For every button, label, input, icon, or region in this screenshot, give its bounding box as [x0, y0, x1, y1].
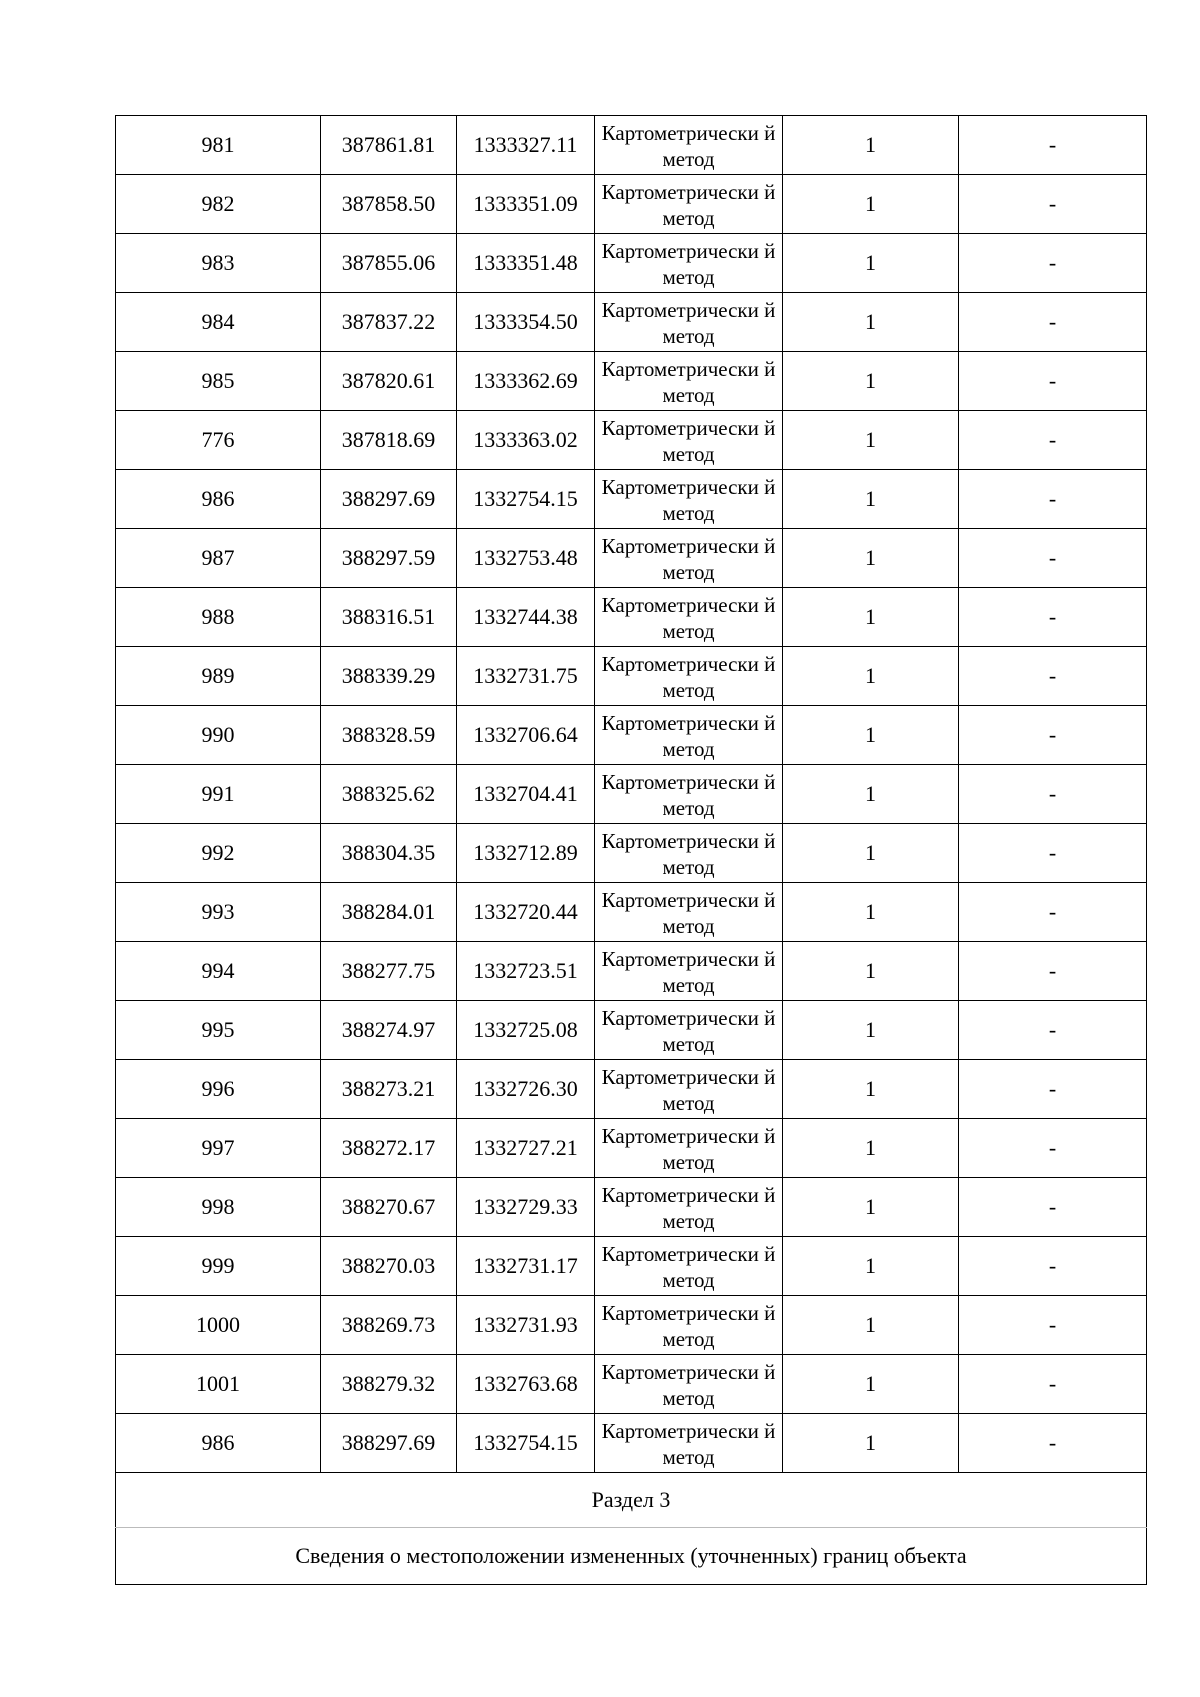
y-coordinate-cell: 1332731.93: [457, 1296, 595, 1355]
table-row: [116, 1237, 1147, 1296]
note-cell: -: [959, 116, 1147, 175]
note-cell: -: [959, 529, 1147, 588]
y-coordinate-cell: 1332706.64: [457, 706, 595, 765]
method-cell: Картометрически й метод: [595, 116, 783, 175]
point-number-cell: 989: [116, 647, 321, 706]
accuracy-cell: 1: [783, 1237, 959, 1296]
y-coordinate-cell: 1333351.48: [457, 234, 595, 293]
method-cell: Картометрически й метод: [595, 352, 783, 411]
accuracy-cell: 1: [783, 765, 959, 824]
accuracy-cell: 1: [783, 175, 959, 234]
x-coordinate-cell: 388304.35: [321, 824, 457, 883]
accuracy-cell: 1: [783, 1178, 959, 1237]
note-cell: -: [959, 1001, 1147, 1060]
accuracy-cell: 1: [783, 470, 959, 529]
note-cell: -: [959, 824, 1147, 883]
x-coordinate-cell: 387818.69: [321, 411, 457, 470]
table-row: [116, 765, 1147, 824]
method-cell: Картометрически й метод: [595, 942, 783, 1001]
table-row: [116, 706, 1147, 765]
x-coordinate-cell: 388297.59: [321, 529, 457, 588]
note-cell: -: [959, 1237, 1147, 1296]
note-cell: -: [959, 706, 1147, 765]
note-cell: -: [959, 1355, 1147, 1414]
x-coordinate-cell: 388277.75: [321, 942, 457, 1001]
note-cell: -: [959, 293, 1147, 352]
y-coordinate-cell: 1332704.41: [457, 765, 595, 824]
accuracy-cell: 1: [783, 1296, 959, 1355]
method-cell: Картометрически й метод: [595, 234, 783, 293]
x-coordinate-cell: 387837.22: [321, 293, 457, 352]
point-number-cell: 988: [116, 588, 321, 647]
table-row: [116, 529, 1147, 588]
note-cell: -: [959, 588, 1147, 647]
point-number-cell: 995: [116, 1001, 321, 1060]
y-coordinate-cell: 1332725.08: [457, 1001, 595, 1060]
point-number-cell: 982: [116, 175, 321, 234]
table-row: [116, 647, 1147, 706]
x-coordinate-cell: 387861.81: [321, 116, 457, 175]
y-coordinate-cell: 1333363.02: [457, 411, 595, 470]
note-cell: -: [959, 765, 1147, 824]
x-coordinate-cell: 388328.59: [321, 706, 457, 765]
point-number-cell: 990: [116, 706, 321, 765]
point-number-cell: 984: [116, 293, 321, 352]
x-coordinate-cell: 388316.51: [321, 588, 457, 647]
note-cell: -: [959, 1060, 1147, 1119]
point-number-cell: 996: [116, 1060, 321, 1119]
table-row: [116, 1119, 1147, 1178]
coordinates-table-body: [116, 116, 1147, 1473]
note-cell: -: [959, 942, 1147, 1001]
accuracy-cell: 1: [783, 1060, 959, 1119]
accuracy-cell: 1: [783, 352, 959, 411]
x-coordinate-cell: 387820.61: [321, 352, 457, 411]
y-coordinate-cell: 1332729.33: [457, 1178, 595, 1237]
accuracy-cell: 1: [783, 234, 959, 293]
method-cell: Картометрически й метод: [595, 1001, 783, 1060]
method-cell: Картометрически й метод: [595, 529, 783, 588]
method-cell: Картометрически й метод: [595, 1414, 783, 1473]
x-coordinate-cell: 387858.50: [321, 175, 457, 234]
table-row: [116, 1414, 1147, 1473]
point-number-cell: 994: [116, 942, 321, 1001]
accuracy-cell: 1: [783, 116, 959, 175]
note-cell: -: [959, 647, 1147, 706]
y-coordinate-cell: 1333327.11: [457, 116, 595, 175]
table-row: [116, 470, 1147, 529]
y-coordinate-cell: 1332753.48: [457, 529, 595, 588]
y-coordinate-cell: 1332727.21: [457, 1119, 595, 1178]
x-coordinate-cell: 388297.69: [321, 1414, 457, 1473]
point-number-cell: 997: [116, 1119, 321, 1178]
point-number-cell: 998: [116, 1178, 321, 1237]
table-row: [116, 1178, 1147, 1237]
method-cell: Картометрически й метод: [595, 765, 783, 824]
y-coordinate-cell: 1332731.17: [457, 1237, 595, 1296]
method-cell: Картометрически й метод: [595, 470, 783, 529]
table-row: [116, 352, 1147, 411]
y-coordinate-cell: 1332754.15: [457, 470, 595, 529]
method-cell: Картометрически й метод: [595, 1119, 783, 1178]
method-cell: Картометрически й метод: [595, 1060, 783, 1119]
note-cell: -: [959, 234, 1147, 293]
table-row: [116, 588, 1147, 647]
point-number-cell: 992: [116, 824, 321, 883]
method-cell: Картометрически й метод: [595, 1237, 783, 1296]
point-number-cell: 999: [116, 1237, 321, 1296]
method-cell: Картометрически й метод: [595, 647, 783, 706]
method-cell: Картометрически й метод: [595, 824, 783, 883]
section-caption: Сведения о местоположении измененных (уточненных) границ объекта: [116, 1528, 1147, 1585]
accuracy-cell: 1: [783, 824, 959, 883]
accuracy-cell: 1: [783, 411, 959, 470]
accuracy-cell: 1: [783, 1119, 959, 1178]
table-row: [116, 942, 1147, 1001]
x-coordinate-cell: 388325.62: [321, 765, 457, 824]
method-cell: Картометрически й метод: [595, 883, 783, 942]
note-cell: -: [959, 411, 1147, 470]
y-coordinate-cell: 1333362.69: [457, 352, 595, 411]
point-number-cell: 991: [116, 765, 321, 824]
x-coordinate-cell: 388272.17: [321, 1119, 457, 1178]
table-row: [116, 293, 1147, 352]
point-number-cell: 983: [116, 234, 321, 293]
y-coordinate-cell: 1332731.75: [457, 647, 595, 706]
point-number-cell: 981: [116, 116, 321, 175]
note-cell: -: [959, 352, 1147, 411]
point-number-cell: 1001: [116, 1355, 321, 1414]
y-coordinate-cell: 1332712.89: [457, 824, 595, 883]
accuracy-cell: 1: [783, 1355, 959, 1414]
note-cell: -: [959, 1414, 1147, 1473]
y-coordinate-cell: 1332720.44: [457, 883, 595, 942]
coordinates-table: [115, 115, 1147, 1585]
accuracy-cell: 1: [783, 942, 959, 1001]
method-cell: Картометрически й метод: [595, 706, 783, 765]
x-coordinate-cell: 388270.67: [321, 1178, 457, 1237]
note-cell: -: [959, 1296, 1147, 1355]
x-coordinate-cell: 388269.73: [321, 1296, 457, 1355]
x-coordinate-cell: 388274.97: [321, 1001, 457, 1060]
y-coordinate-cell: 1332726.30: [457, 1060, 595, 1119]
table-row: [116, 1355, 1147, 1414]
table-row: [116, 1001, 1147, 1060]
y-coordinate-cell: 1332754.15: [457, 1414, 595, 1473]
table-row: [116, 883, 1147, 942]
accuracy-cell: 1: [783, 647, 959, 706]
table-row: [116, 411, 1147, 470]
y-coordinate-cell: 1332763.68: [457, 1355, 595, 1414]
x-coordinate-cell: 388297.69: [321, 470, 457, 529]
note-cell: -: [959, 470, 1147, 529]
accuracy-cell: 1: [783, 883, 959, 942]
note-cell: -: [959, 1178, 1147, 1237]
point-number-cell: 985: [116, 352, 321, 411]
method-cell: Картометрически й метод: [595, 1178, 783, 1237]
accuracy-cell: 1: [783, 293, 959, 352]
y-coordinate-cell: 1332744.38: [457, 588, 595, 647]
point-number-cell: 776: [116, 411, 321, 470]
point-number-cell: 993: [116, 883, 321, 942]
x-coordinate-cell: 388279.32: [321, 1355, 457, 1414]
accuracy-cell: 1: [783, 1414, 959, 1473]
x-coordinate-cell: 388270.03: [321, 1237, 457, 1296]
point-number-cell: 1000: [116, 1296, 321, 1355]
method-cell: Картометрически й метод: [595, 1296, 783, 1355]
method-cell: Картометрически й метод: [595, 293, 783, 352]
x-coordinate-cell: 388339.29: [321, 647, 457, 706]
method-cell: Картометрически й метод: [595, 411, 783, 470]
point-number-cell: 986: [116, 1414, 321, 1473]
accuracy-cell: 1: [783, 706, 959, 765]
point-number-cell: 987: [116, 529, 321, 588]
y-coordinate-cell: 1333354.50: [457, 293, 595, 352]
table-row: [116, 234, 1147, 293]
section-title: Раздел 3: [116, 1473, 1147, 1528]
table-row: [116, 1296, 1147, 1355]
y-coordinate-cell: 1333351.09: [457, 175, 595, 234]
table-row: [116, 116, 1147, 175]
x-coordinate-cell: 388273.21: [321, 1060, 457, 1119]
table-row: [116, 175, 1147, 234]
point-number-cell: 986: [116, 470, 321, 529]
accuracy-cell: 1: [783, 1001, 959, 1060]
note-cell: -: [959, 175, 1147, 234]
method-cell: Картометрически й метод: [595, 175, 783, 234]
method-cell: Картометрически й метод: [595, 1355, 783, 1414]
accuracy-cell: 1: [783, 529, 959, 588]
accuracy-cell: 1: [783, 588, 959, 647]
method-cell: Картометрически й метод: [595, 588, 783, 647]
table-row: [116, 824, 1147, 883]
x-coordinate-cell: 388284.01: [321, 883, 457, 942]
section-row: [116, 1473, 1147, 1528]
x-coordinate-cell: 387855.06: [321, 234, 457, 293]
note-cell: -: [959, 883, 1147, 942]
y-coordinate-cell: 1332723.51: [457, 942, 595, 1001]
caption-row: [116, 1528, 1147, 1585]
note-cell: -: [959, 1119, 1147, 1178]
table-row: [116, 1060, 1147, 1119]
